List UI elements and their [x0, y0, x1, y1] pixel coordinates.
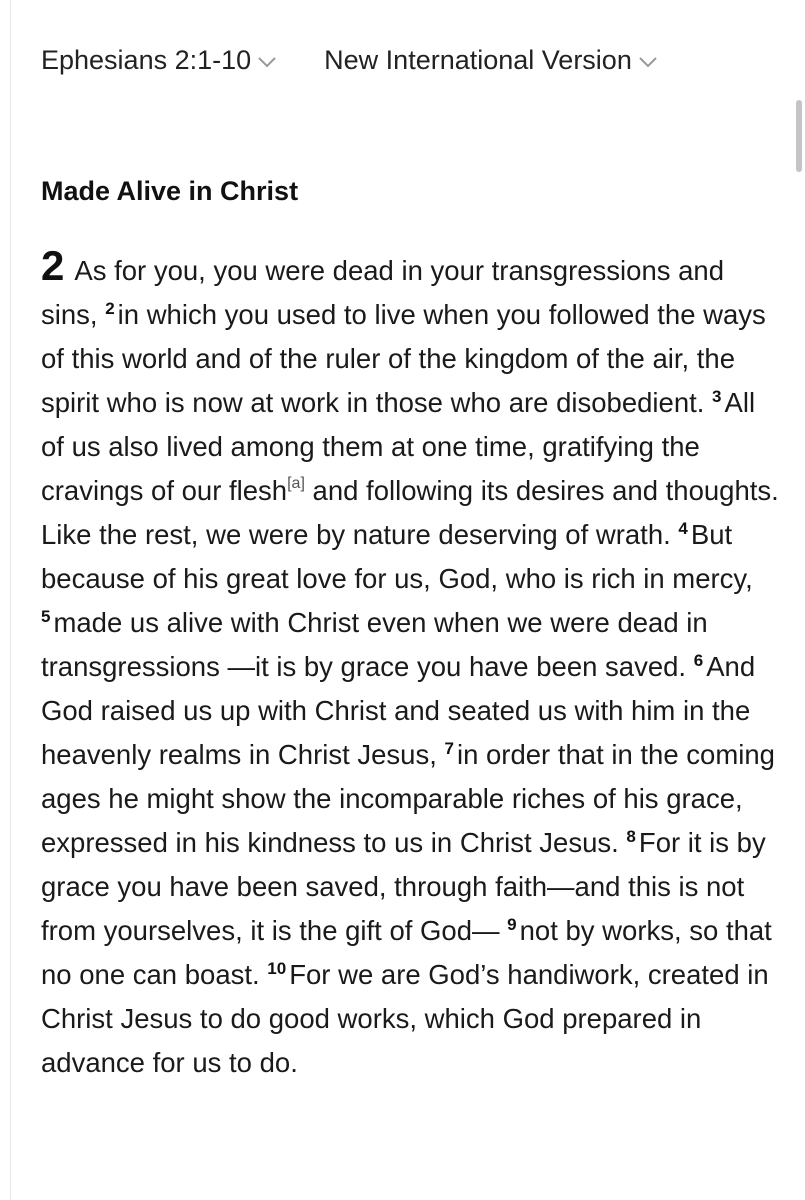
- version-selector[interactable]: [324, 45, 659, 76]
- verse-number: 8: [626, 827, 636, 846]
- verse-number: 2: [105, 299, 115, 318]
- section-heading: Made Alive in Christ: [41, 176, 299, 206]
- passage-selector-label: Ephesians 2:1-10: [41, 44, 252, 75]
- passage-selector[interactable]: [41, 45, 278, 76]
- passage-header: [41, 40, 659, 80]
- verse-number: 3: [712, 387, 722, 406]
- verse-text: made us alive with Christ even when we were dead in transgressions —it is by grace you have been saved.: [41, 607, 708, 682]
- verse-text: As for you, you were dead in your transgressions and sins,: [41, 255, 725, 330]
- version-selector-label: New International Version: [324, 44, 632, 75]
- chevron-down-icon: [637, 55, 659, 69]
- verse-text: All of us also lived among them at one time, gratifying the cravings of our flesh: [41, 387, 756, 506]
- verse-text: For it is by grace you have been saved, through faith—and this is not from yourselves, it is the gift of God—: [41, 827, 766, 946]
- left-border: [10, 0, 11, 1200]
- verse-text: and following its desires and thoughts. Like the rest, we were by nature deserving of wrath.: [41, 475, 779, 550]
- verse-text: And God raised us up with Christ and seated us with him in the heavenly realms in Christ Jesus,: [41, 651, 756, 770]
- scrollbar-thumb[interactable]: [796, 100, 802, 172]
- verse-number: 7: [444, 739, 454, 758]
- verse-number: 5: [41, 607, 51, 626]
- verse-number: 6: [693, 651, 704, 670]
- verse-text: For we are God’s handiwork, created in Christ Jesus to do good works, which God prepared in advance for us to do.: [41, 959, 769, 1078]
- chapter-number: 2: [41, 242, 65, 289]
- verse-number: 9: [507, 915, 517, 934]
- scrollbar[interactable]: [793, 0, 805, 1200]
- verse-number: 10: [267, 959, 287, 978]
- verse-text: in order that in the coming ages he might show the incomparable riches of his grace, expressed in his kindness to us in Christ Jesus.: [41, 739, 775, 858]
- verse-text: But because of his great love for us, God, who is rich in mercy,: [41, 519, 753, 594]
- scripture-passage: [41, 242, 781, 1085]
- chevron-down-icon: [256, 55, 278, 69]
- footnote-link[interactable]: [a]: [287, 475, 305, 492]
- verse-text: not by works, so that no one can boast.: [41, 915, 772, 990]
- verse-text: in which you used to live when you followed the ways of this world and of the ruler of the kingdom of the air, the spirit who is now at work in those who are disobedient.: [41, 299, 766, 418]
- verse-number: 4: [678, 519, 688, 538]
